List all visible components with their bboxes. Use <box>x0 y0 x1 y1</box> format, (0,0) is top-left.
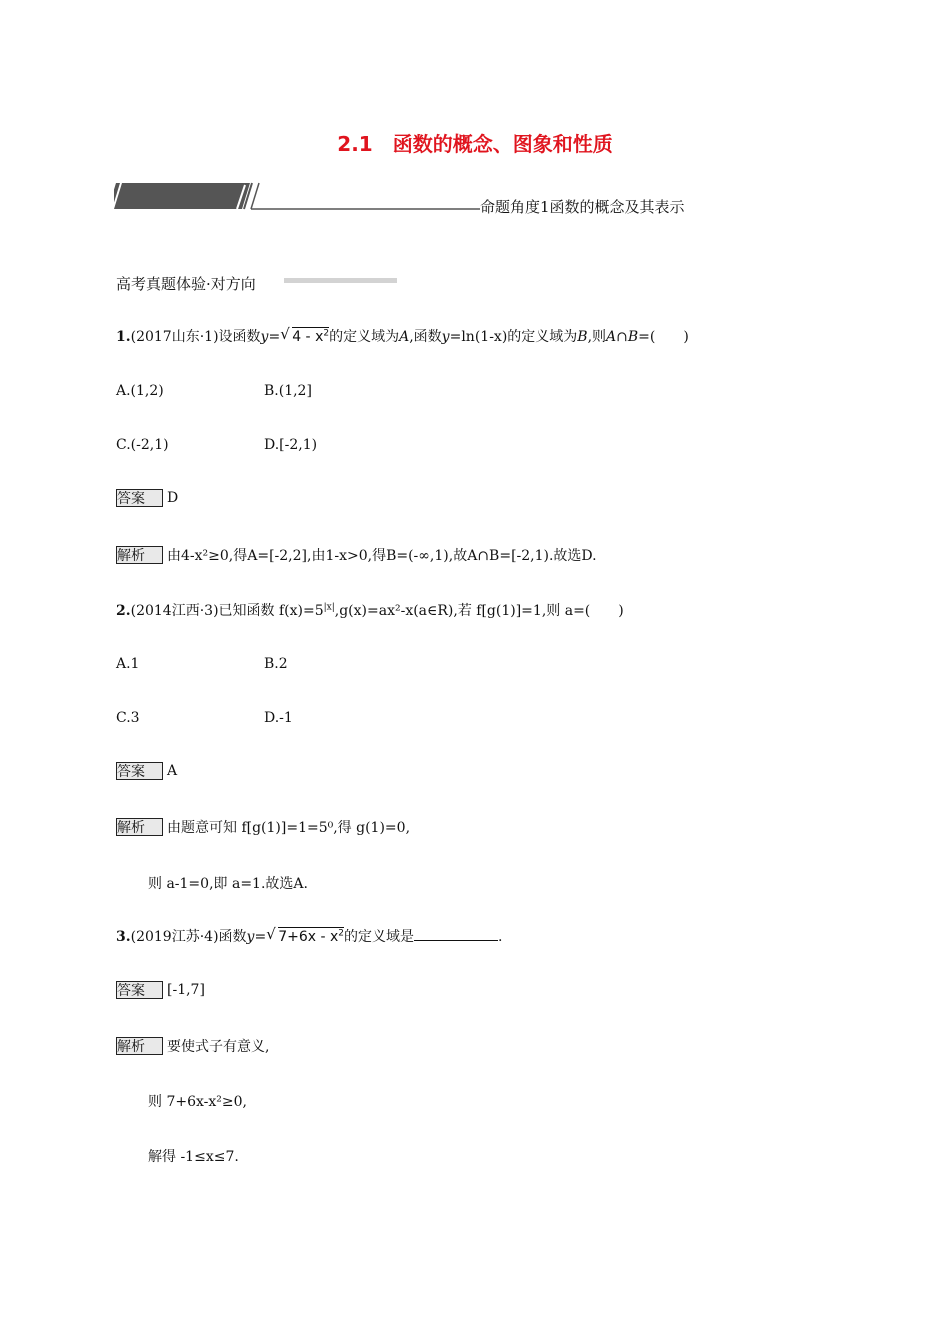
intersection: A∩B <box>606 329 639 345</box>
analysis-row <box>116 1036 269 1056</box>
banner-dark-bar <box>114 183 250 209</box>
answer-tag: 答案 <box>116 981 163 999</box>
analysis-text: 由题意可知 f[g(1)]=1=5⁰,得 g(1)=0, <box>167 820 411 836</box>
option-a: A.(1,2) <box>116 383 164 399</box>
var-y: y <box>260 329 269 345</box>
q1-text: 的定义域为 <box>329 329 400 345</box>
analysis-tag: 解析 <box>116 818 163 836</box>
option-b: B.(1,2] <box>264 383 312 399</box>
q3-period: . <box>498 929 503 945</box>
question-1 <box>116 326 689 346</box>
option-c: C.3 <box>116 710 140 726</box>
option-c: C.(-2,1) <box>116 437 169 453</box>
option-b: B.2 <box>264 656 288 672</box>
option-d: D.[-2,1) <box>264 437 318 453</box>
q1-text: ,函数 <box>409 329 442 345</box>
q2-text: ,g(x)=ax²-x(a∈R),若 f[g(1)]=1,则 a=( ) <box>334 603 624 619</box>
answer-row <box>116 981 205 999</box>
radicand: 7+6x - x <box>278 929 339 945</box>
topic-angle-label: 命题角度1函数的概念及其表示 <box>480 198 685 216</box>
question-3 <box>116 926 502 946</box>
question-number: 1. <box>116 329 131 345</box>
section-heading-bar <box>284 278 397 283</box>
radical-sign: √ <box>280 325 290 344</box>
analysis-tag: 解析 <box>116 1037 163 1055</box>
question-number: 3. <box>116 929 131 945</box>
analysis-text-cont: 则 a-1=0,即 a=1.故选A. <box>148 876 308 892</box>
answer-tag: 答案 <box>116 489 163 507</box>
q1-text: =ln(1-x)的定义域为 <box>449 329 578 345</box>
analysis-row <box>116 545 597 565</box>
section-heading: 高考真题体验·对方向 <box>116 275 256 293</box>
question-number: 2. <box>116 603 131 619</box>
answer-value: [-1,7] <box>167 982 205 998</box>
analysis-text: 由4-x²≥0,得A=[-2,2],由1-x>0,得B=(-∞,1),故A∩B=[-2,1).故选D. <box>167 548 597 564</box>
equals: = <box>254 929 267 945</box>
exponent: |x| <box>323 602 335 613</box>
analysis-row <box>116 817 410 837</box>
var-y: y <box>246 929 255 945</box>
analysis-text-cont: 解得 -1≤x≤7. <box>148 1149 239 1165</box>
answer-value: A <box>167 763 178 779</box>
radicand: 4 - x <box>292 329 324 345</box>
answer-row <box>116 489 178 507</box>
option-a: A.1 <box>116 656 140 672</box>
question-source: (2017山东·1)设函数 <box>130 329 261 345</box>
answer-value: D <box>167 490 179 506</box>
page-title: 2.1 函数的概念、图象和性质 <box>337 132 613 156</box>
q2-text: (2014江西·3)已知函数 f(x)=5 <box>130 603 324 619</box>
option-d: D.-1 <box>264 710 293 726</box>
answer-row <box>116 762 177 780</box>
sqrt-expression <box>280 325 330 345</box>
q3-text: 的定义域是 <box>344 929 415 945</box>
answer-tag: 答案 <box>116 762 163 780</box>
fill-blank[interactable] <box>414 928 498 941</box>
var-y: y <box>441 329 450 345</box>
radical-sign: √ <box>266 925 276 944</box>
analysis-text: 要使式子有意义, <box>167 1039 270 1055</box>
analysis-text-cont: 则 7+6x-x²≥0, <box>148 1094 247 1110</box>
set-a: A <box>399 329 410 345</box>
equals: = <box>268 329 281 345</box>
banner-slash-4 <box>251 183 259 209</box>
radicand-exponent: 2 <box>338 928 345 939</box>
analysis-tag: 解析 <box>116 546 163 564</box>
set-b: B <box>577 329 588 345</box>
q1-paren: =( ) <box>638 329 689 345</box>
question-source: (2019江苏·4)函数 <box>130 929 247 945</box>
q1-text: ,则 <box>587 329 607 345</box>
sqrt-expression <box>266 925 345 945</box>
question-2 <box>116 600 624 620</box>
radicand-exponent: 2 <box>323 328 330 339</box>
